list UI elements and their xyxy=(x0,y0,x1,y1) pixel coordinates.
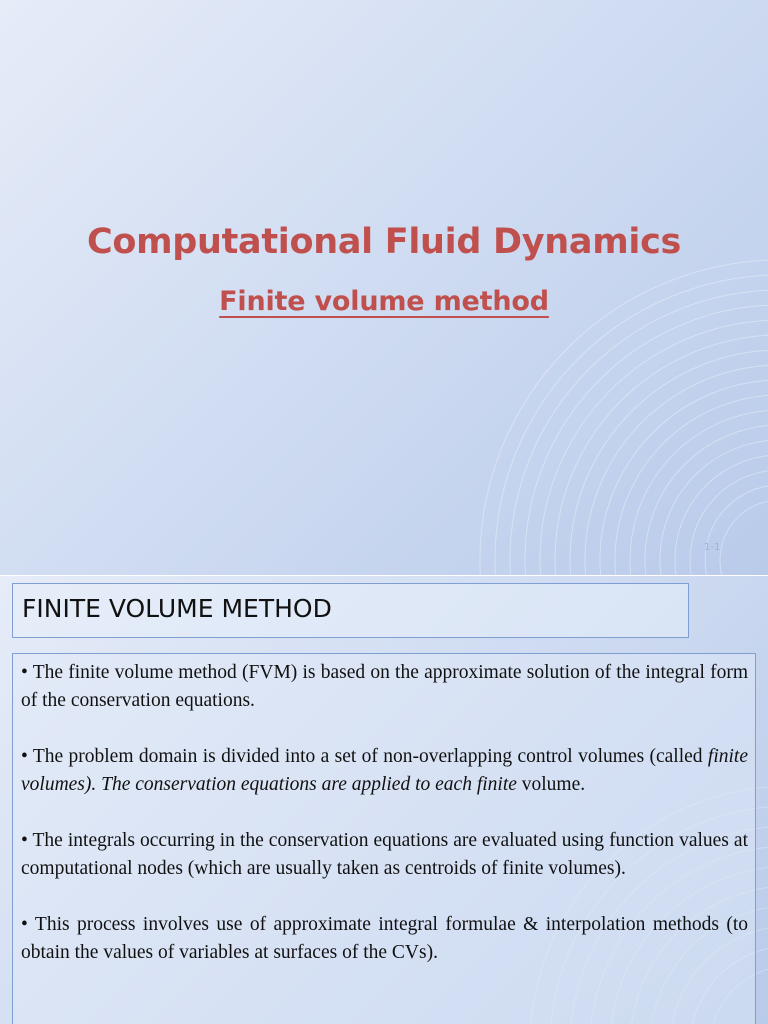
bullet-marker: • xyxy=(21,746,28,767)
bullet-marker: • xyxy=(21,662,28,683)
page-number: 1-1 xyxy=(704,542,721,553)
list-item xyxy=(21,659,748,715)
bullet-text-italic: finite volumes). The conservation equations are applied to each finite xyxy=(21,746,748,795)
bullet-text: volume. xyxy=(516,774,586,795)
slide-title: Computational Fluid Dynamics xyxy=(86,222,682,262)
bullet-text: This process involves use of approximate integral formulae & interpolation methods (to obtain the values of variables at surfaces of the CVs). xyxy=(21,914,748,963)
list-item xyxy=(21,911,748,967)
bullet-text: The finite volume method (FVM) is based on the approximate solution of the integral form of the conservation equations. xyxy=(21,662,748,711)
bullet-text: The integrals occurring in the conservation equations are evaluated using function values at computational nodes (which are usually taken as centroids of finite volumes). xyxy=(21,830,748,879)
bullet-marker: • xyxy=(21,830,28,851)
content-slide xyxy=(0,576,768,1024)
slide-subtitle: Finite volume method xyxy=(219,286,549,317)
bullet-marker: • xyxy=(21,914,28,935)
list-item xyxy=(21,743,748,799)
bullet-text: The problem domain is divided into a set of non-overlapping control volumes (called xyxy=(32,746,708,767)
list-item xyxy=(21,827,748,883)
heading-box xyxy=(12,583,689,638)
slide-heading: FINITE VOLUME METHOD xyxy=(22,594,332,623)
content-box xyxy=(12,653,756,1024)
bullet-list xyxy=(21,659,748,967)
